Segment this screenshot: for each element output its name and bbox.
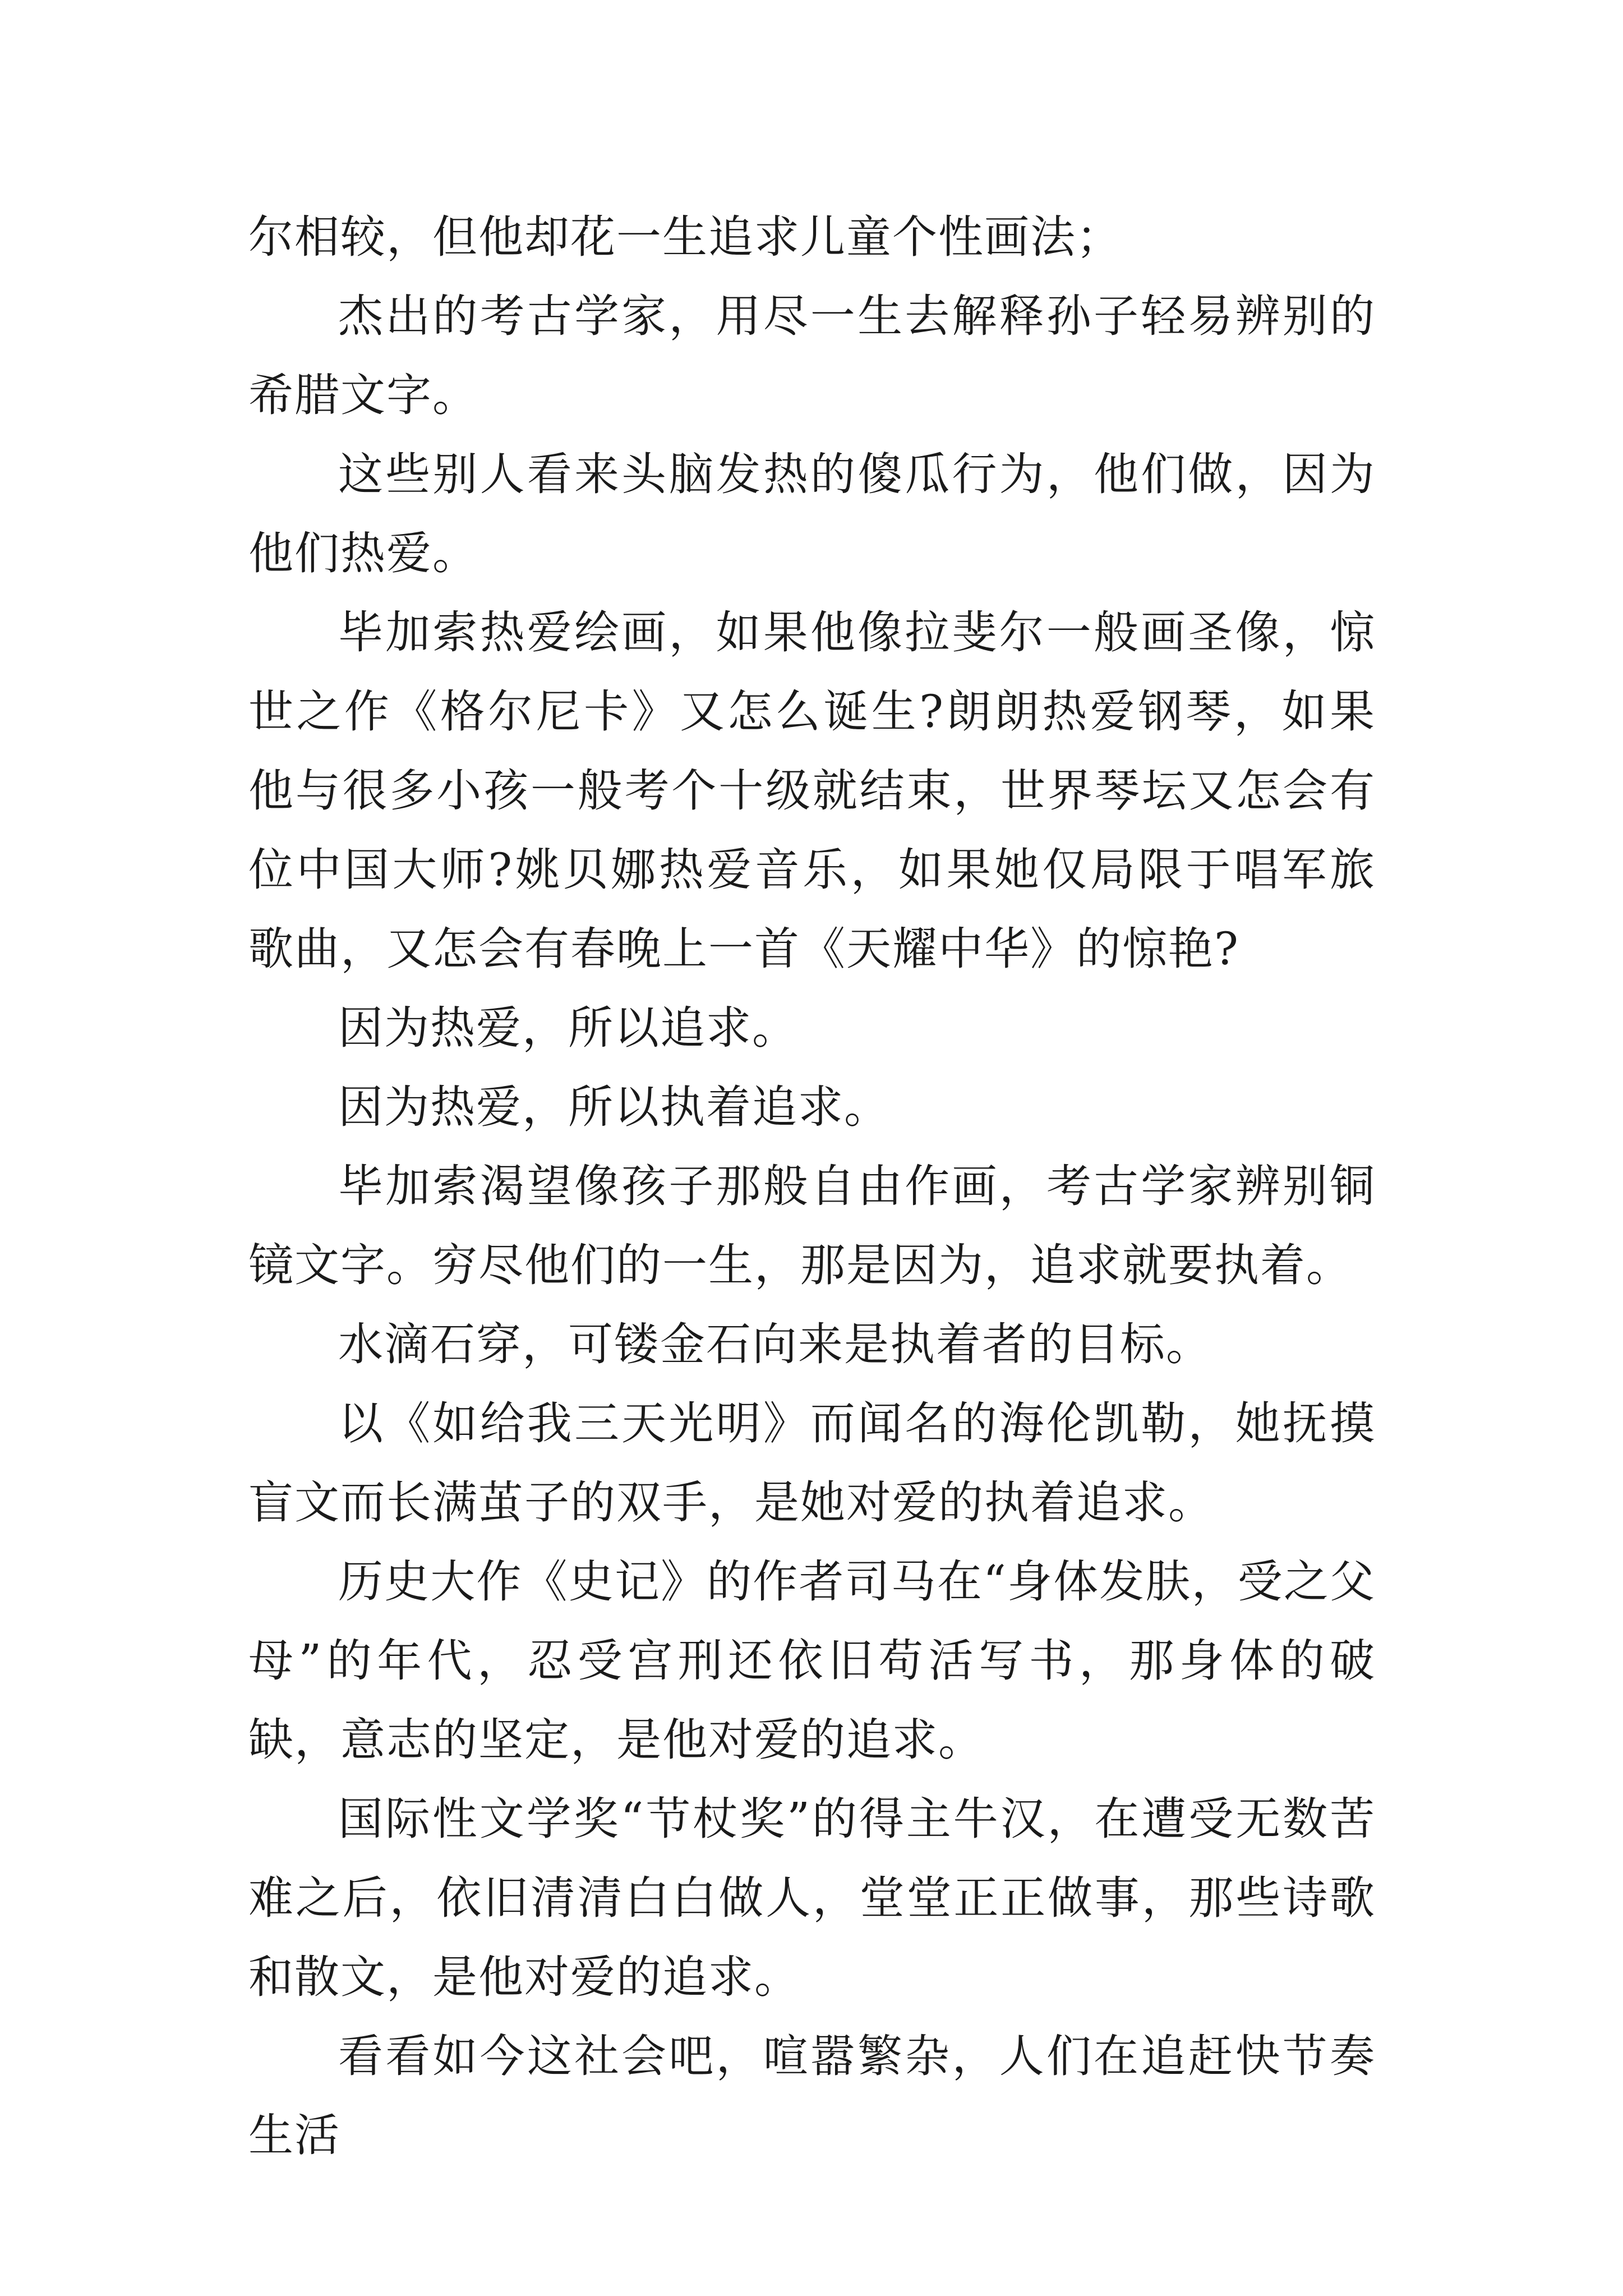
paragraph: 杰出的考古学家，用尽一生去解释孙子轻易辨别的希腊文字。	[248, 290, 1376, 421]
paragraph: 历史大作《史记》的作者司马在“身体发肤，受之父母”的年代，忍受宫刑还依旧苟活写书，那身体的破缺，意志的坚定，是他对爱的追求。	[248, 1556, 1376, 1766]
paragraph: 因为热爱，所以追求。	[338, 1002, 798, 1054]
paragraph: 水滴石穿，可镂金石向来是执着者的目标。	[338, 1318, 1212, 1370]
paragraph: 因为热爱，所以执着追求。	[338, 1081, 890, 1133]
paragraph: 尔相较，但他却花一生追求儿童个性画法；	[248, 211, 1122, 263]
paragraph: 毕加索渴望像孩子那般自由作画，考古学家辨别铜镜文字。穷尽他们的一生，那是因为，追求就要执着。	[248, 1160, 1376, 1291]
paragraph: 毕加索热爱绘画，如果他像拉斐尔一般画圣像，惊世之作《格尔尼卡》又怎么诞生?朗朗热爱钢琴，如果他与很多小孩一般考个十级就结束，世界琴坛又怎会有位中国大师?姚贝娜热爱音乐，如果她仅局限于唱军旅歌曲，又怎会有春晚上一首《天耀中华》的惊艳?	[248, 606, 1376, 975]
paragraph: 看看如今这社会吧，喧嚣繁杂，人们在追赶快节奏生活	[248, 2030, 1376, 2161]
paragraph: 以《如给我三天光明》而闻名的海伦凯勒，她抚摸盲文而长满茧子的双手，是她对爱的执着追求。	[248, 1397, 1376, 1529]
paragraph: 这些别人看来头脑发热的傻瓜行为，他们做，因为他们热爱。	[248, 448, 1376, 579]
document-body	[248, 197, 1376, 2175]
paragraph: 国际性文学奖“节杖奖”的得主牛汉，在遭受无数苦难之后，依旧清清白白做人，堂堂正正做事，那些诗歌和散文，是他对爱的追求。	[248, 1793, 1376, 2003]
